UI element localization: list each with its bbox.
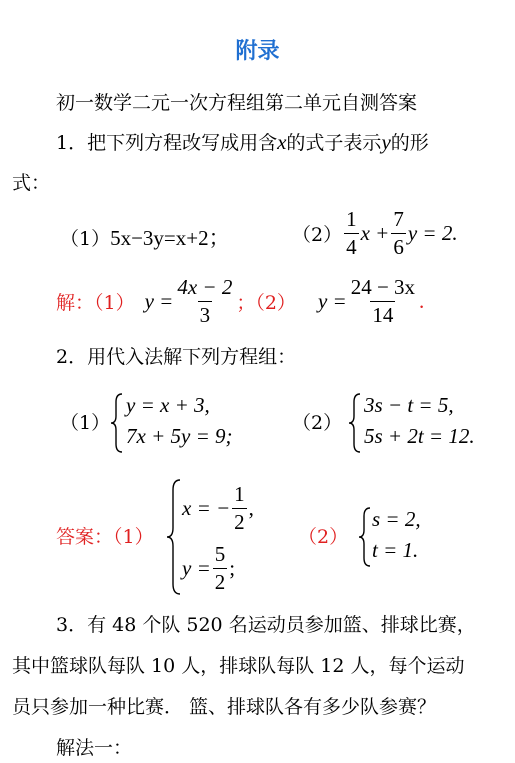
- q2-answer-label: 答案：（1）: [56, 526, 154, 548]
- q1-part1: （1）5x−3y=x+2；: [60, 226, 230, 250]
- q2-a2-eq1: s = 2,: [372, 507, 421, 531]
- fraction: $\frac{4x - 2}{3}$: [177, 275, 233, 327]
- page-title: 附录: [235, 38, 280, 64]
- subtitle: 初一数学二元一次方程组第二单元自测答案: [56, 92, 418, 114]
- solution-1-heading: 解法一：: [56, 737, 133, 759]
- question-1-stem: 1．把下列方程改写成用含x的式子表示y的形: [56, 130, 429, 154]
- fraction: $\frac{7}{6}$: [393, 207, 404, 259]
- fraction: $\frac{24 - 3x}{14}$: [350, 275, 416, 327]
- brace-icon: [348, 392, 362, 454]
- question-3-line1: 3．有 48 个队 520 名运动员参加篮、排球比赛，: [56, 614, 476, 636]
- brace-icon: [166, 478, 182, 596]
- q2-p1-eq2: 7x + 5y = 9;: [126, 424, 233, 448]
- q2-p2-eq2: 5s + 2t = 12.: [364, 424, 475, 448]
- question-1-stem-cont: 式：: [12, 172, 51, 194]
- question-2-stem: 2．用代入法解下列方程组：: [56, 346, 297, 368]
- q2-p1-eq1: y = x + 3,: [126, 393, 210, 417]
- q2-part1-label: （1）: [60, 412, 111, 434]
- brace-icon: [358, 506, 372, 568]
- fraction: $\frac{1}{4}$: [346, 207, 357, 259]
- q2-a1-eq1: x = − $\frac{1}{2}$ ,: [182, 482, 254, 534]
- q2-p2-eq1: 3s − t = 5,: [364, 393, 454, 417]
- q1-part2: （2） $\frac{1}{4}$ x + $\frac{7}{6}$ y = 2.: [292, 207, 458, 259]
- question-3-line3: 员只参加一种比赛． 篮、排球队各有多少队参赛？: [12, 696, 437, 718]
- question-3-line2: 其中篮球队每队 10 人，排球队每队 12 人，每个运动: [12, 655, 465, 677]
- q2-answer2-label: （2）: [298, 526, 349, 548]
- q2-part2-label: （2）: [292, 412, 343, 434]
- q2-a1-eq2: y = $\frac{5}{2}$ ;: [182, 542, 236, 594]
- q1-answer: 解：（1） y = $\frac{4x - 2}{3}$ ；（2） y = $\frac{24 - 3x}{14}$ .: [56, 275, 425, 327]
- brace-icon: [110, 392, 124, 454]
- fraction: $\frac{1}{2}$: [234, 482, 245, 534]
- q2-a2-eq2: t = 1.: [372, 538, 419, 562]
- fraction: $\frac{5}{2}$: [214, 542, 226, 594]
